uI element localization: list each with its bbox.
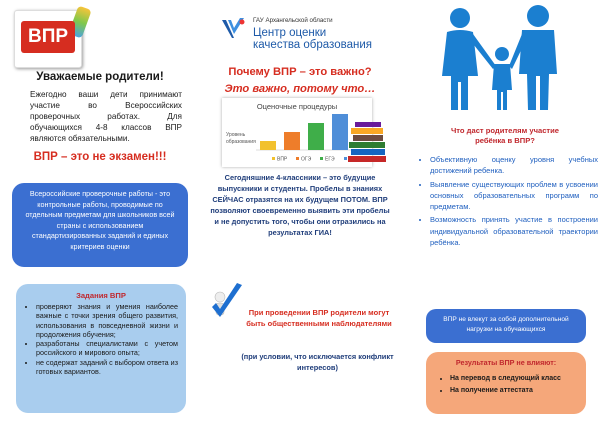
definition-box xyxy=(12,183,188,267)
list-item: • Возможность принять участие в построении индивидуальной образовательной траектории ребёнка. xyxy=(430,214,598,248)
legend-label: ОГЭ xyxy=(301,156,312,163)
observers-text: При проведении ВПР родители могут быть общественными наблюдателями xyxy=(246,308,392,328)
list-item: • Объективную оценку уровня учебных достижений ребенка. xyxy=(430,154,598,177)
list-item: • проверяют знания и умения наиболее важные с точки зрения общего развития, использования в повседневной жизни и продолжения обучения; xyxy=(36,302,178,339)
checkmark-figure-icon xyxy=(206,277,246,325)
tasks-title: Задания ВПР xyxy=(76,291,126,300)
list-item: • не содержат заданий с выбором ответа из готовых вариантов. xyxy=(36,358,178,377)
benefits-question: Что даст родителям участие ребёнка в ВПР? xyxy=(450,126,560,145)
left-panel xyxy=(0,0,200,424)
center-logo-icon xyxy=(220,16,246,42)
no-influence-list xyxy=(434,373,578,397)
list-item: • На получение аттестата xyxy=(450,385,578,397)
why-heading: Почему ВПР – это важно? xyxy=(228,66,372,78)
list-item: • разработаны специалистами с учетом российского и мирового опыта; xyxy=(36,339,178,358)
chart-bar-ВПР xyxy=(260,141,276,150)
explanation-text: Сегодняшние 4-классники – это будущие выпускники и студенты. Пробелы в знаниях СЕЙЧАС отразятся на их будущем ПОТОМ. ВПР позволяют своевременно выявить эти пробелы и не допустить того, чтобы они отразились на результатах ГИА! xyxy=(210,173,390,237)
chart-ylabel-line1: Уровень xyxy=(226,132,246,138)
intro-paragraph: Ежегодно ваши дети принимают участие во Всероссийских проверочных работах. Для обучающихся 4-8 классов ВПР являются обязательными. xyxy=(30,90,182,143)
books-stack-icon xyxy=(346,118,390,164)
list-item: • На перевод в следующий класс xyxy=(450,373,578,385)
condition-text: (при условии, что исключается конфликт интересов) xyxy=(241,352,394,372)
chart-bar-ЕГЭ xyxy=(308,123,324,150)
logo-name-line2: качества образования xyxy=(253,39,372,51)
legend-swatch xyxy=(272,157,275,160)
middle-panel xyxy=(200,0,400,424)
load-note-box xyxy=(426,309,586,343)
legend-label: ВПР xyxy=(277,156,288,163)
logo-name-line1: Центр оценки xyxy=(253,27,327,39)
list-item: • Выявление существующих проблем в усвоении основных образовательных программ по предметам. xyxy=(430,179,598,213)
because-heading: Это важно, потому что… xyxy=(224,83,376,95)
legend-label: ЕГЭ xyxy=(325,156,335,163)
vpr-badge-text: ВПР xyxy=(21,21,75,53)
chart-title: Оценочные процедуры xyxy=(256,102,338,111)
legend-swatch xyxy=(320,157,323,160)
no-influence-title: Результаты ВПР не влияют: xyxy=(455,358,557,367)
parents-heading: Уважаемые родители! xyxy=(36,71,164,83)
logo-organization: ГАУ Архангельской области xyxy=(253,17,333,24)
vpr-logo-badge xyxy=(14,10,82,68)
chart-bar-ОГЭ xyxy=(284,132,300,150)
chart-ylabel-line2: образования xyxy=(226,139,256,145)
load-note-text: ВПР не влекут за собой дополнительной нагрузки на обучающихся xyxy=(443,316,569,333)
definition-text: Всероссийские проверочные работы - это контрольные работы, проводимые по отдельным предметам для школьников всей страны с использованием стандартизированных заданий и единых критериев оценки xyxy=(25,189,175,251)
no-influence-box xyxy=(426,352,586,414)
not-exam-slogan: ВПР – это не экзамен!!! xyxy=(33,151,167,163)
tasks-box xyxy=(16,284,186,413)
benefits-list xyxy=(418,154,598,250)
right-panel xyxy=(400,0,600,424)
legend-swatch xyxy=(296,157,299,160)
tasks-list xyxy=(24,302,178,376)
logo-name xyxy=(253,27,372,51)
